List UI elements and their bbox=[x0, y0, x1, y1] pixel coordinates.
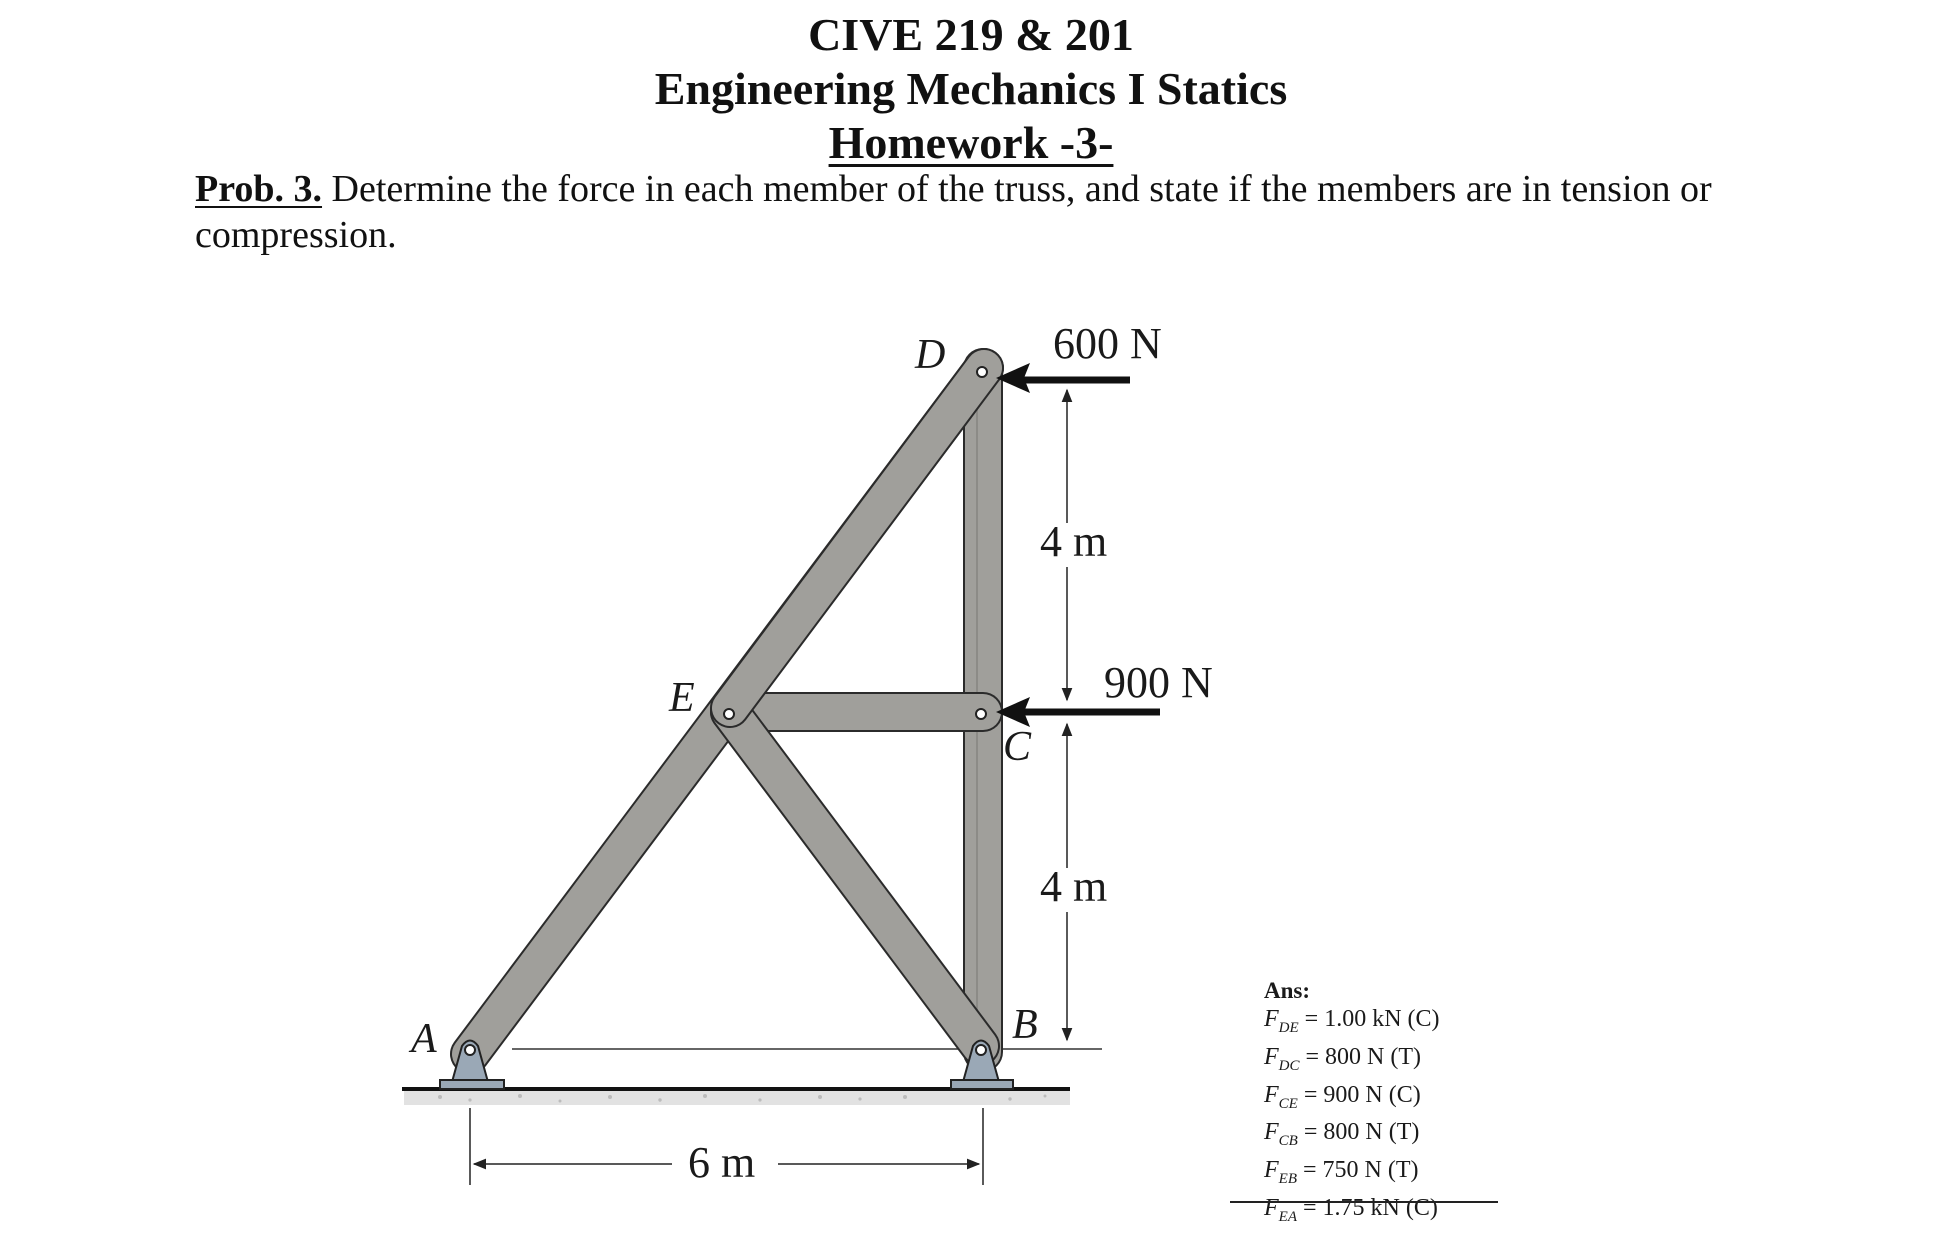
dimension-label-base: 6 m bbox=[688, 1138, 756, 1187]
answer-underline bbox=[1230, 1201, 1498, 1203]
answer-row: $F_{DC} = 800$ N (T) bbox=[1264, 1043, 1422, 1074]
problem-text: Determine the force in each member of the truss, and state if the members are in tension or compression. bbox=[195, 168, 1712, 256]
course-name: Engineering Mechanics I Statics bbox=[654, 63, 1288, 114]
load-label-top: 600 N bbox=[1053, 319, 1162, 368]
joint-d-pin bbox=[977, 367, 987, 377]
homework-title: Homework -3- bbox=[828, 117, 1114, 168]
dimension-label-lower: 4 m bbox=[1040, 862, 1108, 911]
load-label-middle: 900 N bbox=[1104, 658, 1213, 707]
answer-row: $F_{CB} = 800$ N (T) bbox=[1264, 1119, 1420, 1150]
member-eb bbox=[730, 712, 980, 1046]
problem-label: Prob. 3. bbox=[195, 168, 323, 210]
answer-row: $F_{CE} = 900$ N (C) bbox=[1264, 1081, 1421, 1112]
dimension-label-upper: 4 m bbox=[1040, 517, 1108, 566]
answers-title: Ans: bbox=[1264, 978, 1311, 1003]
joint-label-c: C bbox=[1003, 724, 1032, 770]
joint-label-a: A bbox=[411, 1016, 437, 1062]
joint-label-b: B bbox=[1012, 1002, 1038, 1048]
answers-block bbox=[1264, 976, 1440, 1232]
joint-c-pin bbox=[976, 709, 986, 719]
answer-row: $F_{DE} = 1.00$ kN (C) bbox=[1264, 1006, 1440, 1036]
member-ad-overlay bbox=[730, 368, 984, 708]
joint-label-e: E bbox=[669, 675, 695, 721]
ground bbox=[402, 1089, 1070, 1105]
joint-e-pin bbox=[724, 709, 734, 719]
course-code: CIVE 219 & 201 bbox=[808, 9, 1134, 60]
answer-row: $F_{EB} = 750$ N (T) bbox=[1264, 1157, 1419, 1187]
joint-label-d: D bbox=[915, 332, 946, 378]
answer-row: $F_{EA} = 1.75$ kN (C) bbox=[1264, 1194, 1438, 1225]
